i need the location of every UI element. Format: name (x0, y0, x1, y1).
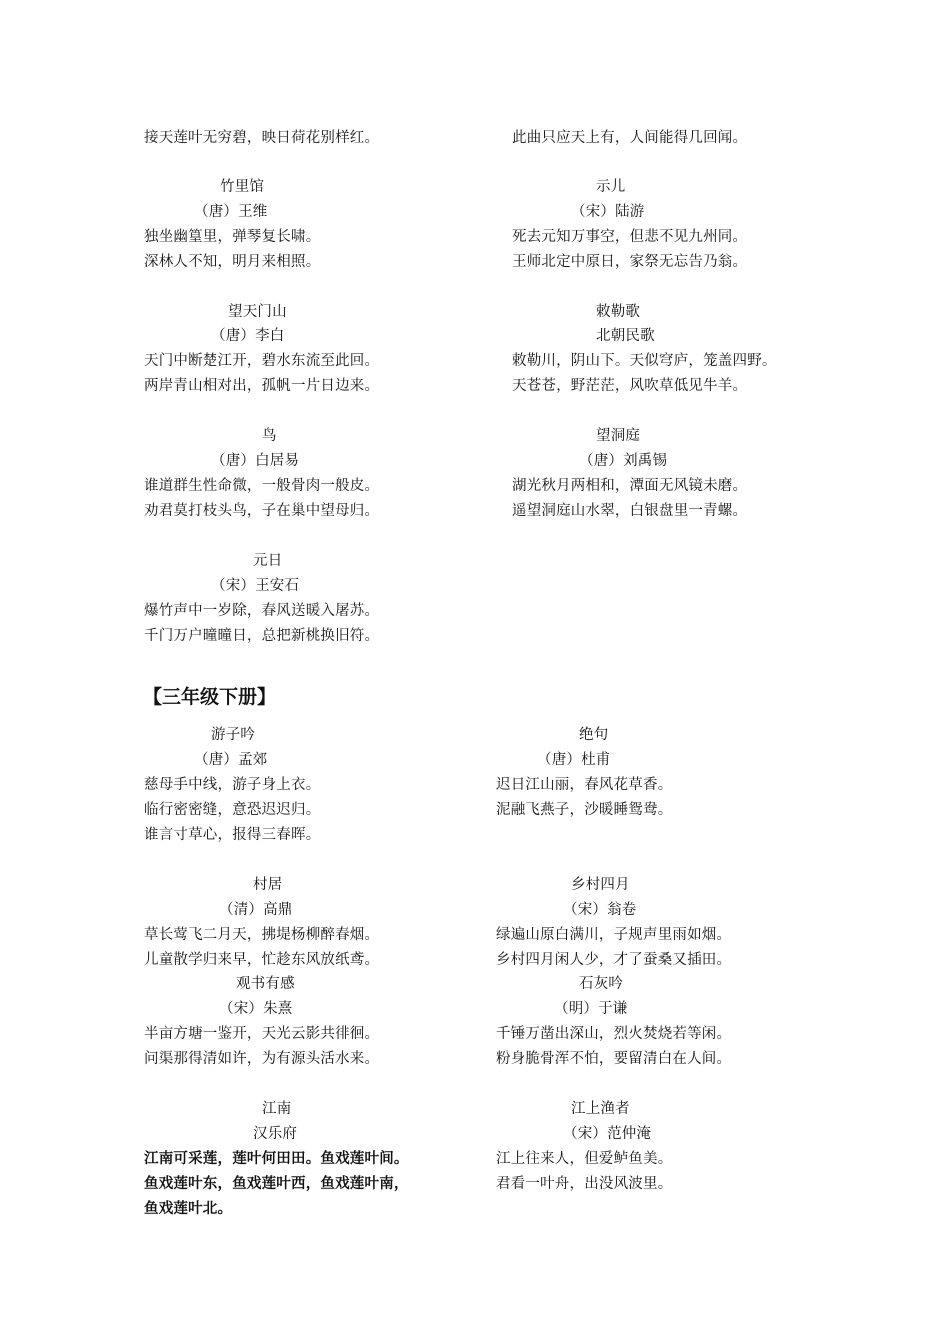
poem-title: 示儿 (596, 179, 626, 195)
poem-line: 天门中断楚江开，碧水东流至此回。 (144, 353, 380, 369)
poem-line: 谁言寸草心，报得三春晖。 (144, 827, 321, 843)
poem-line: 泥融飞燕子，沙暖睡鸳鸯。 (496, 802, 673, 818)
poem-author: （宋）陆游 (571, 204, 645, 220)
poem-author: （宋）范仲淹 (563, 1126, 652, 1142)
section-heading: 【三年级下册】 (143, 686, 277, 708)
poem-title: 江南 (262, 1101, 292, 1117)
poem-line: 粉身脆骨浑不怕，要留清白在人间。 (496, 1051, 732, 1067)
poem-line: 千门万户曈曈日，总把新桃换旧符。 (144, 628, 380, 644)
poem-author: 北朝民歌 (596, 328, 655, 344)
poem-line: 湖光秋月两相和，潭面无风镜未磨。 (512, 478, 748, 494)
poem-author: （宋）王安石 (211, 578, 300, 594)
poem-title: 竹里馆 (220, 179, 265, 195)
poem-title: 观书有感 (236, 976, 295, 992)
poem-line: 君看一叶舟，出没风波里。 (496, 1176, 673, 1192)
poem-author: （唐）杜甫 (537, 752, 611, 768)
poem-title: 元日 (253, 553, 283, 569)
poem-author: （宋）翁卷 (563, 902, 637, 918)
poem-line: 王师北定中原日，家祭无忘告乃翁。 (512, 254, 748, 270)
poem-line: 此曲只应天上有，人间能得几回闻。 (512, 130, 748, 146)
poem-line: 鱼戏莲叶东，鱼戏莲叶西，鱼戏莲叶南， (144, 1176, 409, 1192)
poem-title: 望天门山 (228, 304, 287, 320)
poem-title: 敕勒歌 (596, 304, 641, 320)
poem-line: 敕勒川，阴山下。天似穹庐，笼盖四野。 (512, 353, 777, 369)
poem-line: 劝君莫打枝头鸟，子在巢中望母归。 (144, 503, 380, 519)
poem-line: 千锤万凿出深山，烈火焚烧若等闲。 (496, 1026, 732, 1042)
poem-line: 谁道群生性命微，一般骨肉一般皮。 (144, 478, 380, 494)
poem-title: 望洞庭 (596, 428, 641, 444)
poem-line: 半亩方塘一鉴开，天光云影共徘徊。 (144, 1026, 380, 1042)
poem-author: （明）于谦 (554, 1001, 628, 1017)
poem-line: 草长莺飞二月天，拂堤杨柳醉春烟。 (144, 927, 380, 943)
poem-line: 慈母手中线，游子身上衣。 (144, 777, 321, 793)
poem-line: 问渠那得清如许，为有源头活水来。 (144, 1051, 380, 1067)
poem-title: 石灰吟 (579, 976, 624, 992)
poem-line: 接天莲叶无穷碧，映日荷花别样红。 (144, 130, 380, 146)
poem-author: （唐）李白 (211, 328, 285, 344)
poem-author: （唐）孟郊 (194, 752, 268, 768)
poem-title: 游子吟 (211, 727, 256, 743)
poem-line: 儿童散学归来早，忙趁东风放纸鸢。 (144, 952, 380, 968)
poem-line: 迟日江山丽，春风花草香。 (496, 777, 673, 793)
poem-line: 深林人不知，明月来相照。 (144, 254, 321, 270)
poem-line: 乡村四月闲人少，才了蚕桑又插田。 (496, 952, 732, 968)
poem-line: 鱼戏莲叶北。 (144, 1201, 233, 1217)
poem-line: 江南可采莲，莲叶何田田。鱼戏莲叶间。 (144, 1151, 409, 1167)
poem-author: （唐）白居易 (211, 453, 300, 469)
poem-title: 鸟 (262, 428, 277, 444)
poem-title: 村居 (253, 877, 283, 893)
poem-line: 死去元知万事空，但悲不见九州同。 (512, 229, 748, 245)
poem-author: 汉乐府 (253, 1126, 298, 1142)
poem-author: （唐）刘禹锡 (579, 453, 668, 469)
poem-line: 江上往来人，但爱鲈鱼美。 (496, 1151, 673, 1167)
poem-author: （唐）王维 (194, 204, 268, 220)
poem-line: 绿遍山原白满川，子规声里雨如烟。 (496, 927, 732, 943)
poem-line: 临行密密缝，意恐迟迟归。 (144, 802, 321, 818)
poem-line: 独坐幽篁里，弹琴复长啸。 (144, 229, 321, 245)
poem-author: （清）高鼎 (219, 902, 293, 918)
poem-title: 绝句 (579, 727, 609, 743)
poem-line: 天苍苍，野茫茫，风吹草低见牛羊。 (512, 378, 748, 394)
poem-title: 江上渔者 (571, 1101, 630, 1117)
poem-line: 两岸青山相对出，孤帆一片日边来。 (144, 378, 380, 394)
poem-line: 遥望洞庭山水翠，白银盘里一青螺。 (512, 503, 748, 519)
poem-line: 爆竹声中一岁除，春风送暖入屠苏。 (144, 603, 380, 619)
poem-title: 乡村四月 (571, 877, 630, 893)
poem-author: （宋）朱熹 (219, 1001, 293, 1017)
